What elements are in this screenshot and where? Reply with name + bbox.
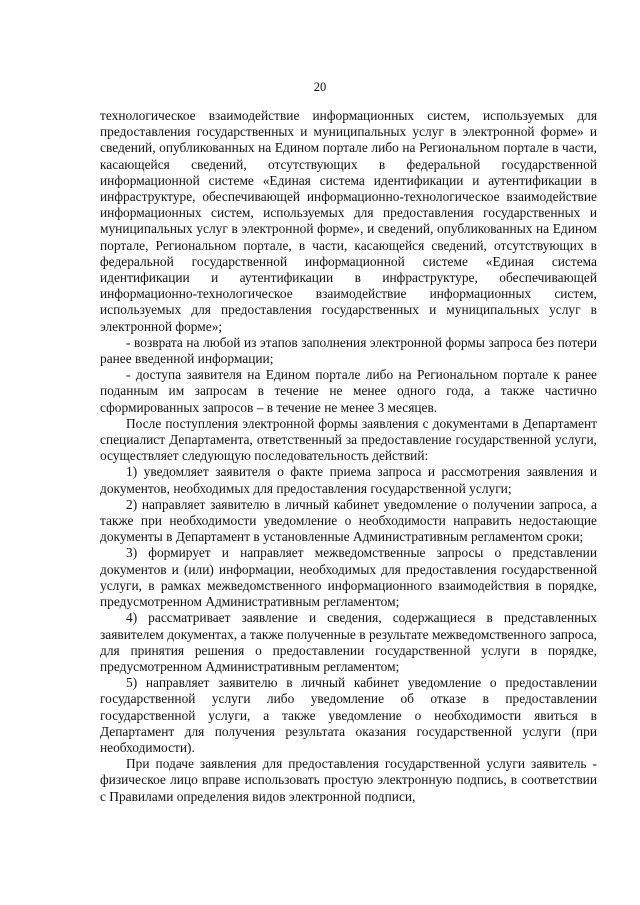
page-number: 20	[313, 80, 327, 94]
paragraph-after-receipt: После поступления электронной формы заявления с документами в Департамент специалист Департамента, ответственный за предоставление государственной услуги, осуществляет следующую последовательность действий:	[100, 415, 597, 464]
paragraph-step-3: 3) формирует и направляет межведомственные запросы о представлении документов и (или) информации, необходимых для предоставления государственной услуги, в рамках межведомственного информационного взаимодействия в порядке, предусмотренном Административным регламентом;	[100, 545, 597, 610]
paragraph-list-item-return: - возврата на любой из этапов заполнения электронной формы запроса без потери ранее введенной информации;	[100, 334, 597, 367]
paragraph-step-2: 2) направляет заявителю в личный кабинет уведомление о получении запроса, а также при необходимости уведомление о необходимости направить недостающие документы в Департамент в установленные Административным регламентом сроки;	[100, 496, 597, 545]
paragraph-step-1: 1) уведомляет заявителя о факте приема запроса и рассмотрения заявления и документов, необходимых для предоставления государственной услуги;	[100, 464, 597, 496]
document-body	[100, 108, 597, 805]
paragraph-step-4: 4) рассматривает заявление и сведения, содержащиеся в представленных заявителем документах, а также полученные в результате межведомственного запроса, для принятия решения о предоставлении государственной услуги в порядке, предусмотренном Административным регламентом;	[100, 610, 597, 674]
paragraph-electronic-signature: При подаче заявления для предоставления государственной услуги заявитель - физическое лицо вправе использовать простую электронную подпись, в соответствии с Правилами определения видов электронной подписи,	[100, 756, 597, 804]
paragraph-continuation: технологическое взаимодействие информационных систем, используемых для предоставления государственных и муниципальных услуг в электронной форме» и сведений, опубликованных на Едином портале либо на Региональном портале в части, касающейся сведений, отсутствующих в федеральной государственной информационной системе «Единая система идентификации и аутентификации в инфраструктуре, обеспечивающей информационно-технологическое взаимодействие информационных систем, используемых для предоставления государственных и муниципальных услуг в электронной форме», и сведений, опубликованных на Едином портале, Региональном портале, в части, касающейся сведений, отсутствующих в федеральной государственной информационной системе «Единая система идентификации и аутентификации в инфраструктуре, обеспечивающей информационно-технологическое взаимодействие информационных систем, используемых для предоставления государственных и муниципальных услуг в электронной форме»;	[100, 108, 597, 334]
paragraph-step-5: 5) направляет заявителю в личный кабинет уведомление о предоставлении государственной услуги либо уведомление об отказе в предоставлении государственной услуги, а также уведомление о необходимости явиться в Департамент для получения результата оказания государственной услуги (при необходимости).	[100, 675, 597, 755]
paragraph-list-item-access: - доступа заявителя на Едином портале либо на Региональном портале к ранее поданным им запросам в течение не менее одного года, а также частично сформированных запросов – в течение не менее 3 месяцев.	[100, 367, 597, 415]
